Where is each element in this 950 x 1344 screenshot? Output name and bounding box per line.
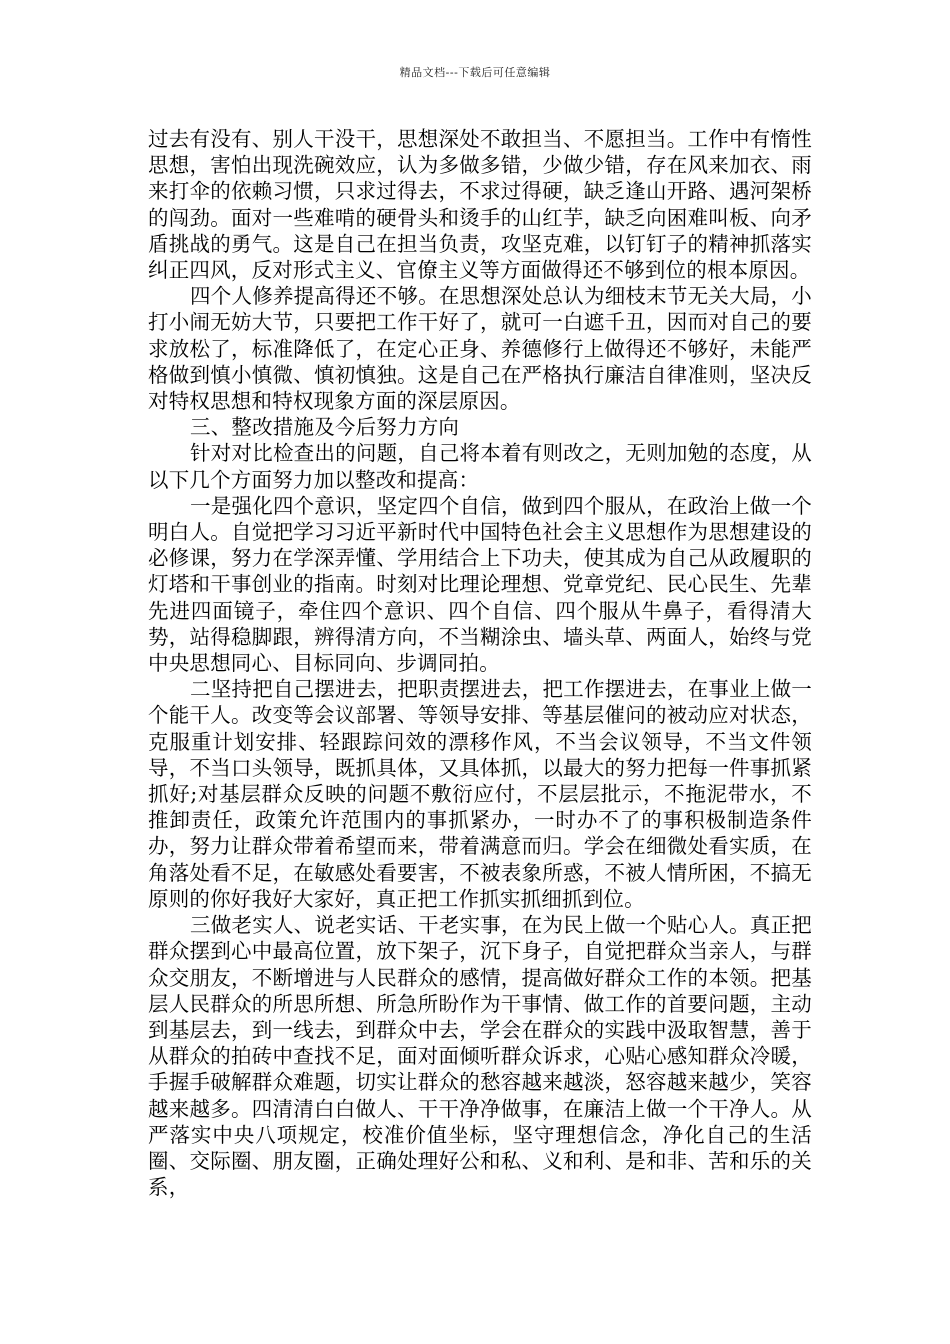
paragraph: 二坚持把自己摆进去，把职责摆进去，把工作摆进去，在事业上做一个能干人。改变等会议部署、等领导安排、等基层催问的被动应对状态，克服重计划安排、轻跟踪问效的漂移作风，不当会议领导，不当文件领导，不当口头领导，既抓具体，又具体抓，以最大的努力把每一件事抓紧抓好;对基层群众反映的问题不敷衍应付，不层层批示，不拖泥带水，不推卸责任，政策允许范围内的事抓紧办，一时办不了的事积极制造条件办，努力让群众带着希望而来，带着满意而归。学会在细微处看实质，在角落处看不足，在敏感处看要害，不被表象所惑，不被人情所困，不搞无原则的你好我好大家好，真正把工作抓实抓细抓到位。 — [148, 677, 812, 911]
paragraph: 过去有没有、别人干没干，思想深处不敢担当、不愿担当。工作中有惰性思想，害怕出现洗碗效应，认为多做多错，少做少错，存在风来加衣、雨来打伞的依赖习惯，只求过得去，不求过得硬，缺乏逢山开路、遇河架桥的闯劲。面对一些难啃的硬骨头和烫手的山红芋，缺乏向困难叫板、向矛盾挑战的勇气。这是自己在担当负责，攻坚克难，以钉钉子的精神抓落实纠正四风，反对形式主义、官僚主义等方面做得还不够到位的根本原因。 — [148, 127, 812, 283]
section-heading: 三、整改措施及今后努力方向 — [190, 415, 460, 440]
page-header: 精品文档---下载后可任意编辑 — [399, 66, 551, 79]
paragraph: 一是强化四个意识，坚定四个自信，做到四个服从，在政治上做一个明白人。自觉把学习习近平新时代中国特色社会主义思想作为思想建设的必修课，努力在学深弄懂、学用结合上下功夫，使其成为自己从政履职的灯塔和干事创业的指南。时刻对比理论理想、党章党纪、民心民生、先辈先进四面镜子，牵住四个意识、四个自信、四个服从牛鼻子，看得清大势，站得稳脚跟，辨得清方向，不当糊涂虫、墙头草、两面人，始终与党中央思想同心、目标同向、步调同拍。 — [148, 493, 812, 676]
paragraph: 四个人修养提高得还不够。在思想深处总认为细枝末节无关大局，小打小闹无妨大节，只要把工作干好了，就可一白遮千丑，因而对自己的要求放松了，标准降低了，在定心正身、养德修行上做得还不够好，未能严格做到慎小慎微、慎初慎独。这是自己在严格执行廉洁自律准则，坚决反对特权思想和特权现象方面的深层原因。 — [148, 284, 812, 414]
paragraph: 针对对比检查出的问题，自己将本着有则改之，无则加勉的态度，从以下几个方面努力加以整改和提高： — [148, 441, 812, 492]
paragraph: 三做老实人、说老实话、干老实事，在为民上做一个贴心人。真正把群众摆到心中最高位置，放下架子，沉下身子，自觉把群众当亲人，与群众交朋友，不断增进与人民群众的感情，提高做好群众工作的本领。把基层人民群众的所思所想、所急所盼作为干事情、做工作的首要问题，主动到基层去，到一线去，到群众中去，学会在群众的实践中汲取智慧，善于从群众的拍砖中查找不足，面对面倾听群众诉求，心贴心感知群众冷暖，手握手破解群众难题，切实让群众的愁容越来越淡，怒容越来越少，笑容越来越多。四清清白白做人、干干净净做事，在廉洁上做一个干净人。从严落实中央八项规定，校准价值坐标，坚守理想信念，净化自己的生活圈、交际圈、朋友圈，正确处理好公和私、义和利、是和非、苦和乐的关系， — [148, 913, 812, 1200]
document-body — [148, 126, 812, 1200]
